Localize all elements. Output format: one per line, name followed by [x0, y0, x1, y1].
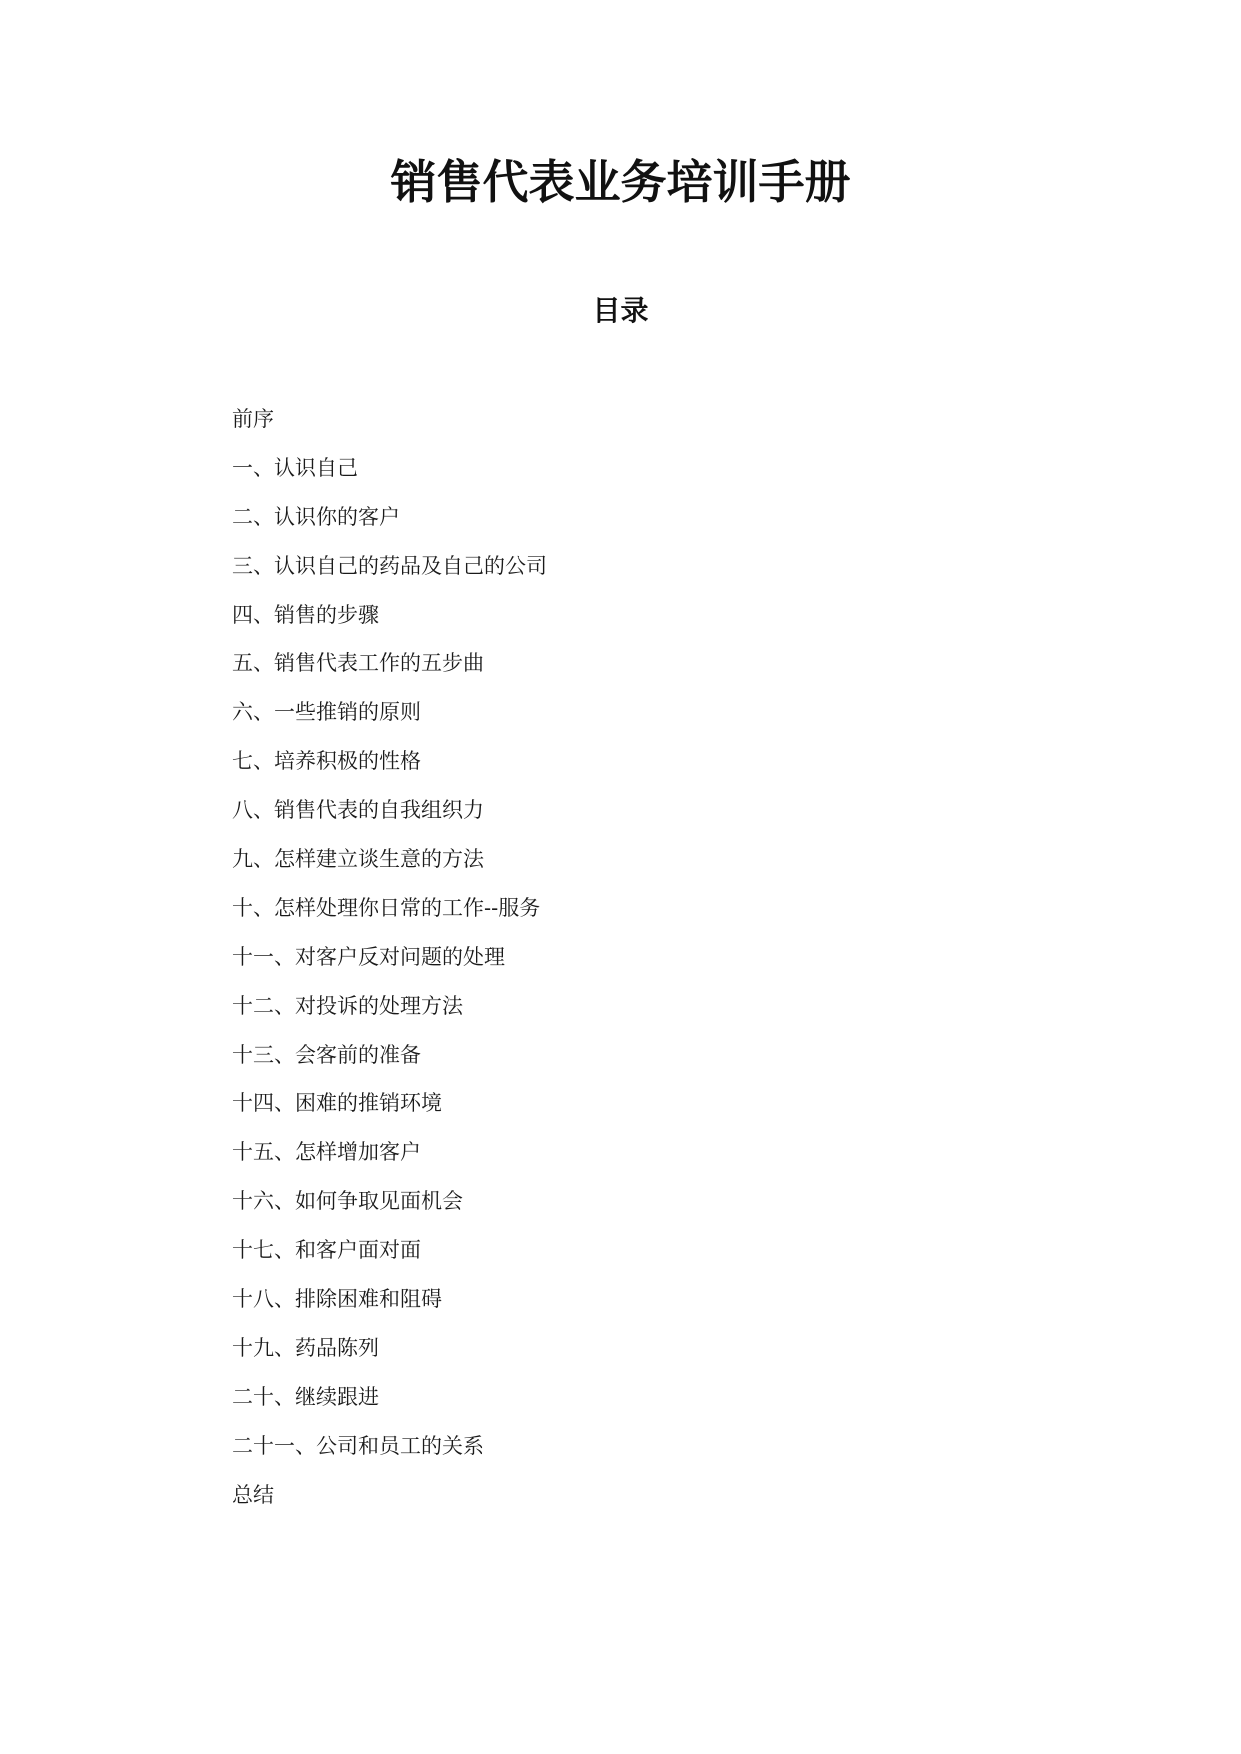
toc-item-3: 三、认识自己的药品及自己的公司 [232, 553, 547, 578]
toc-item-summary: 总结 [232, 1482, 274, 1507]
toc-item-14: 十四、困难的推销环境 [232, 1091, 442, 1116]
toc-item-7: 七、培养积极的性格 [232, 749, 421, 774]
toc-item-12: 十二、对投诉的处理方法 [232, 993, 463, 1018]
toc-item-9: 九、怎样建立谈生意的方法 [232, 847, 484, 872]
toc-item-17: 十七、和客户面对面 [232, 1238, 421, 1263]
toc-item-15: 十五、怎样增加客户 [232, 1140, 421, 1165]
toc-heading: 目录 [592, 294, 649, 327]
toc-item-13: 十三、会客前的准备 [232, 1042, 421, 1067]
toc-item-5: 五、销售代表工作的五步曲 [232, 651, 484, 676]
toc-item-16: 十六、如何争取见面机会 [232, 1189, 463, 1214]
toc-item-21: 二十一、公司和员工的关系 [232, 1433, 484, 1458]
toc-item-18: 十八、排除困难和阻碍 [232, 1287, 442, 1312]
toc-item-4: 四、销售的步骤 [232, 602, 379, 627]
document-title: 销售代表业务培训手册 [390, 155, 851, 209]
toc-item-2: 二、认识你的客户 [232, 504, 400, 529]
toc-list [232, 399, 547, 1523]
toc-item-20: 二十、继续跟进 [232, 1384, 379, 1409]
toc-item-preface: 前序 [232, 407, 274, 431]
toc-item-1: 一、认识自己 [232, 455, 358, 480]
toc-item-19: 十九、药品陈列 [232, 1335, 379, 1360]
toc-item-8: 八、销售代表的自我组织力 [232, 798, 484, 823]
toc-item-10: 十、怎样处理你日常的工作--服务 [232, 895, 541, 920]
toc-item-11: 十一、对客户反对问题的处理 [232, 944, 505, 969]
toc-item-6: 六、一些推销的原则 [232, 700, 421, 725]
